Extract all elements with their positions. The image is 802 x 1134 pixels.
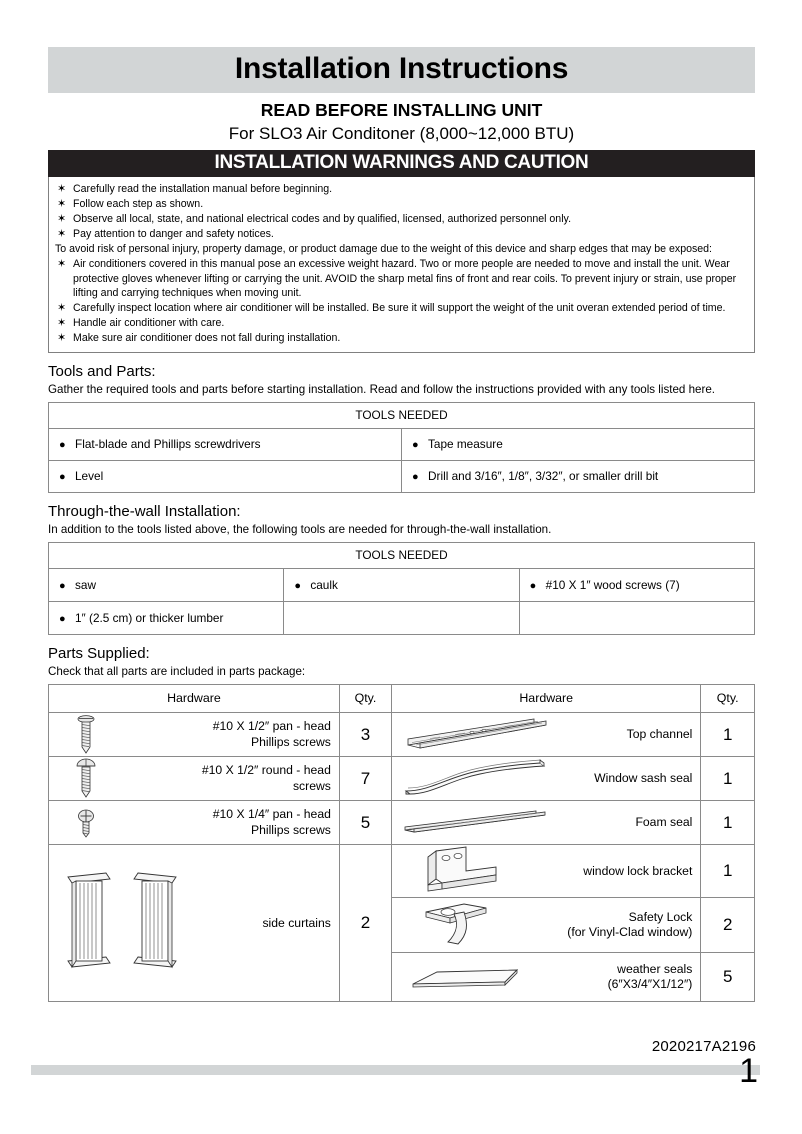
- tool-label: Level: [75, 469, 104, 484]
- round-head-screw-icon: [49, 758, 123, 800]
- tw-tool-cell-empty: [519, 602, 754, 635]
- table-row: [49, 801, 755, 845]
- part-qty-left: 2: [339, 845, 391, 1002]
- document-code: 2020217A2196: [651, 1038, 756, 1055]
- warning-item: [55, 197, 746, 212]
- tools-table-header: TOOLS NEEDED: [49, 403, 755, 429]
- warning-item: [55, 301, 746, 316]
- part-cell-left: [49, 801, 340, 845]
- tw-tool-cell-empty: [284, 602, 519, 635]
- warning-item: [55, 331, 746, 346]
- part-qty-left: 7: [339, 757, 391, 801]
- tw-tool-label: #10 X 1″ wood screws (7): [545, 577, 680, 592]
- part-cell-right: [392, 845, 701, 898]
- table-row: [49, 845, 755, 898]
- table-row: [49, 403, 755, 429]
- part-label-line1: Window sash seal: [594, 771, 693, 786]
- warning-item: [55, 316, 746, 331]
- part-label-line1: #10 X 1/2″ pan - head: [212, 719, 331, 734]
- warnings-banner: INSTALLATION WARNINGS AND CAUTION: [48, 150, 755, 177]
- subtitle-read-before: READ BEFORE INSTALLING UNIT: [260, 100, 543, 120]
- warning-text: Make sure air conditioner does not fall during installation.: [73, 332, 341, 345]
- tool-cell: [49, 461, 402, 493]
- tw-tool-label: saw: [75, 577, 96, 592]
- part-label-right: [557, 815, 700, 831]
- bullet-icon: ●: [59, 612, 66, 625]
- warnings-box: [48, 177, 755, 354]
- table-row: [49, 757, 755, 801]
- part-qty-right: 1: [701, 845, 755, 898]
- parts-header-qty-left: Qty.: [339, 685, 391, 713]
- part-label-line2: Phillips screws: [250, 822, 331, 837]
- part-label-line2: Phillips screws: [250, 734, 331, 749]
- part-label-line1: Top channel: [626, 727, 693, 742]
- tool-label: Flat-blade and Phillips screwdrivers: [75, 437, 261, 452]
- part-label-right: [542, 962, 700, 993]
- table-row: [49, 602, 755, 635]
- tool-cell: [402, 461, 755, 493]
- asterisk-bullet-icon: ✶: [57, 257, 67, 270]
- tw-tool-cell: [49, 602, 284, 635]
- safety-lock-icon: [392, 898, 542, 952]
- part-qty-left: 3: [339, 713, 391, 757]
- pan-head-phillips-screw-icon: [49, 714, 123, 756]
- part-cell-left: [49, 713, 340, 757]
- part-label-line1: #10 X 1/2″ round - head: [201, 763, 331, 778]
- part-label-right: [557, 727, 700, 743]
- table-row: [49, 685, 755, 713]
- tool-label: Tape measure: [428, 437, 503, 452]
- weather-seals-icon: [392, 962, 542, 992]
- part-label-left: [219, 916, 339, 932]
- table-row: [49, 543, 755, 569]
- asterisk-bullet-icon: ✶: [57, 197, 67, 210]
- part-qty-right: 1: [701, 757, 755, 801]
- tool-label: Drill and 3/16″, 1/8″, 3/32″, or smaller drill bit: [428, 469, 659, 484]
- part-cell-right: [392, 713, 701, 757]
- warning-item: [55, 227, 746, 242]
- top-channel-icon: [392, 717, 557, 753]
- asterisk-bullet-icon: ✶: [57, 182, 67, 195]
- part-label-left: [123, 719, 339, 750]
- parts-supplied-intro: Check that all parts are included in parts package:: [48, 665, 306, 679]
- part-cell-right: [392, 757, 701, 801]
- parts-header-hardware-right: Hardware: [392, 685, 701, 713]
- part-cell-left-side-curtains: [49, 845, 340, 1002]
- asterisk-bullet-icon: ✶: [57, 332, 67, 345]
- part-label-line1: Foam seal: [635, 815, 693, 830]
- part-label-right: [542, 910, 700, 941]
- part-cell-left: [49, 757, 340, 801]
- page-number: 1: [739, 1052, 758, 1090]
- through-the-wall-intro: In addition to the tools listed above, the following tools are needed for through-the-wall installation.: [48, 523, 552, 537]
- part-label-line1: Safety Lock: [628, 909, 693, 924]
- parts-supplied-table: [48, 684, 755, 1002]
- warning-text: Carefully read the installation manual before beginning.: [73, 182, 333, 195]
- part-cell-right: [392, 898, 701, 953]
- tools-and-parts-heading: Tools and Parts:: [48, 363, 156, 381]
- through-the-wall-heading: Through-the-wall Installation:: [48, 503, 241, 521]
- warning-text: Follow each step as shown.: [73, 197, 204, 210]
- part-label-line1: side curtains: [262, 915, 331, 930]
- part-label-right: [557, 771, 700, 787]
- subtitle-model: For SLO3 Air Conditoner (8,000~12,000 BTU): [228, 124, 575, 144]
- asterisk-bullet-icon: ✶: [57, 301, 67, 314]
- bullet-icon: ●: [59, 471, 66, 484]
- parts-header-hardware-left: Hardware: [49, 685, 340, 713]
- part-qty-left: 5: [339, 801, 391, 845]
- warning-intro-text: To avoid risk of personal injury, property damage, or product damage due to the weight of this device and sharp edges that may be exposed:: [55, 243, 713, 256]
- asterisk-bullet-icon: ✶: [57, 212, 67, 225]
- bullet-icon: ●: [59, 439, 66, 452]
- part-qty-right: 2: [701, 898, 755, 953]
- side-curtains-icon: [49, 853, 219, 993]
- part-qty-right: 1: [701, 801, 755, 845]
- page-title: Installation Instructions: [48, 47, 755, 93]
- table-row: [49, 461, 755, 493]
- part-label-right: [542, 864, 700, 880]
- part-cell-right: [392, 801, 701, 845]
- part-label-line2: screws: [292, 778, 331, 793]
- table-row: [49, 713, 755, 757]
- footer-bar: [31, 1065, 760, 1075]
- part-label-line1: #10 X 1/4″ pan - head: [212, 807, 331, 822]
- window-sash-seal-icon: [392, 759, 557, 799]
- part-label-line2: (for Vinyl-Clad window): [567, 925, 693, 940]
- short-pan-head-phillips-screw-icon: [49, 806, 123, 840]
- part-label-line1: weather seals: [617, 961, 693, 976]
- part-label-left: [123, 763, 339, 794]
- part-label-left: [123, 807, 339, 838]
- tw-tool-cell: [284, 569, 519, 602]
- part-label-line2: (6″X3/4″X1/12″): [607, 977, 693, 992]
- asterisk-bullet-icon: ✶: [57, 228, 67, 241]
- asterisk-bullet-icon: ✶: [57, 316, 67, 329]
- through-the-wall-tools-table: [48, 542, 755, 635]
- tw-tool-cell: [519, 569, 754, 602]
- warning-item: [55, 212, 746, 227]
- part-qty-right: 5: [701, 953, 755, 1002]
- tw-table-header: TOOLS NEEDED: [49, 543, 755, 569]
- warning-text: Carefully inspect location where air conditioner will be installed. Be sure it will support the weight of the unit overan extended period of time.: [73, 301, 726, 314]
- part-cell-right: [392, 953, 701, 1002]
- bullet-icon: ●: [294, 579, 301, 592]
- warning-item: [55, 257, 746, 301]
- warning-text: Pay attention to danger and safety notices.: [73, 228, 274, 241]
- tw-tool-label: caulk: [310, 577, 338, 592]
- table-row: [49, 569, 755, 602]
- tw-tool-label: 1″ (2.5 cm) or thicker lumber: [75, 610, 224, 625]
- part-label-line1: window lock bracket: [583, 863, 693, 878]
- parts-header-qty-right: Qty.: [701, 685, 755, 713]
- bullet-icon: ●: [412, 439, 419, 452]
- table-row: [49, 429, 755, 461]
- warning-text: Air conditioners covered in this manual pose an excessive weight hazard. Two or more people are needed to move and install the unit. Wear protective gloves whenever lifting or carrying the unit. AVOID the sharp metal fins of front and rear coils. To prevent injury or strain, use proper lifting and carrying techniques when moving unit.: [73, 257, 737, 300]
- warning-text: Handle air conditioner with care.: [73, 316, 225, 329]
- foam-seal-icon: [392, 810, 557, 836]
- bullet-icon: ●: [59, 579, 66, 592]
- bullet-icon: ●: [412, 471, 419, 484]
- tool-cell: [49, 429, 402, 461]
- tool-cell: [402, 429, 755, 461]
- bullet-icon: ●: [529, 579, 537, 592]
- parts-supplied-heading: Parts Supplied:: [48, 645, 150, 663]
- page-content: [48, 47, 755, 1002]
- tools-needed-table: [48, 402, 755, 493]
- warning-item: [55, 182, 746, 197]
- tw-tool-cell: [49, 569, 284, 602]
- part-qty-right: 1: [701, 713, 755, 757]
- window-lock-bracket-icon: [392, 845, 542, 897]
- warning-text: Observe all local, state, and national electrical codes and by qualified, licensed, authorized personnel only.: [73, 212, 572, 225]
- tools-and-parts-intro: Gather the required tools and parts before starting installation. Read and follow the instructions provided with any tools listed here.: [48, 383, 716, 397]
